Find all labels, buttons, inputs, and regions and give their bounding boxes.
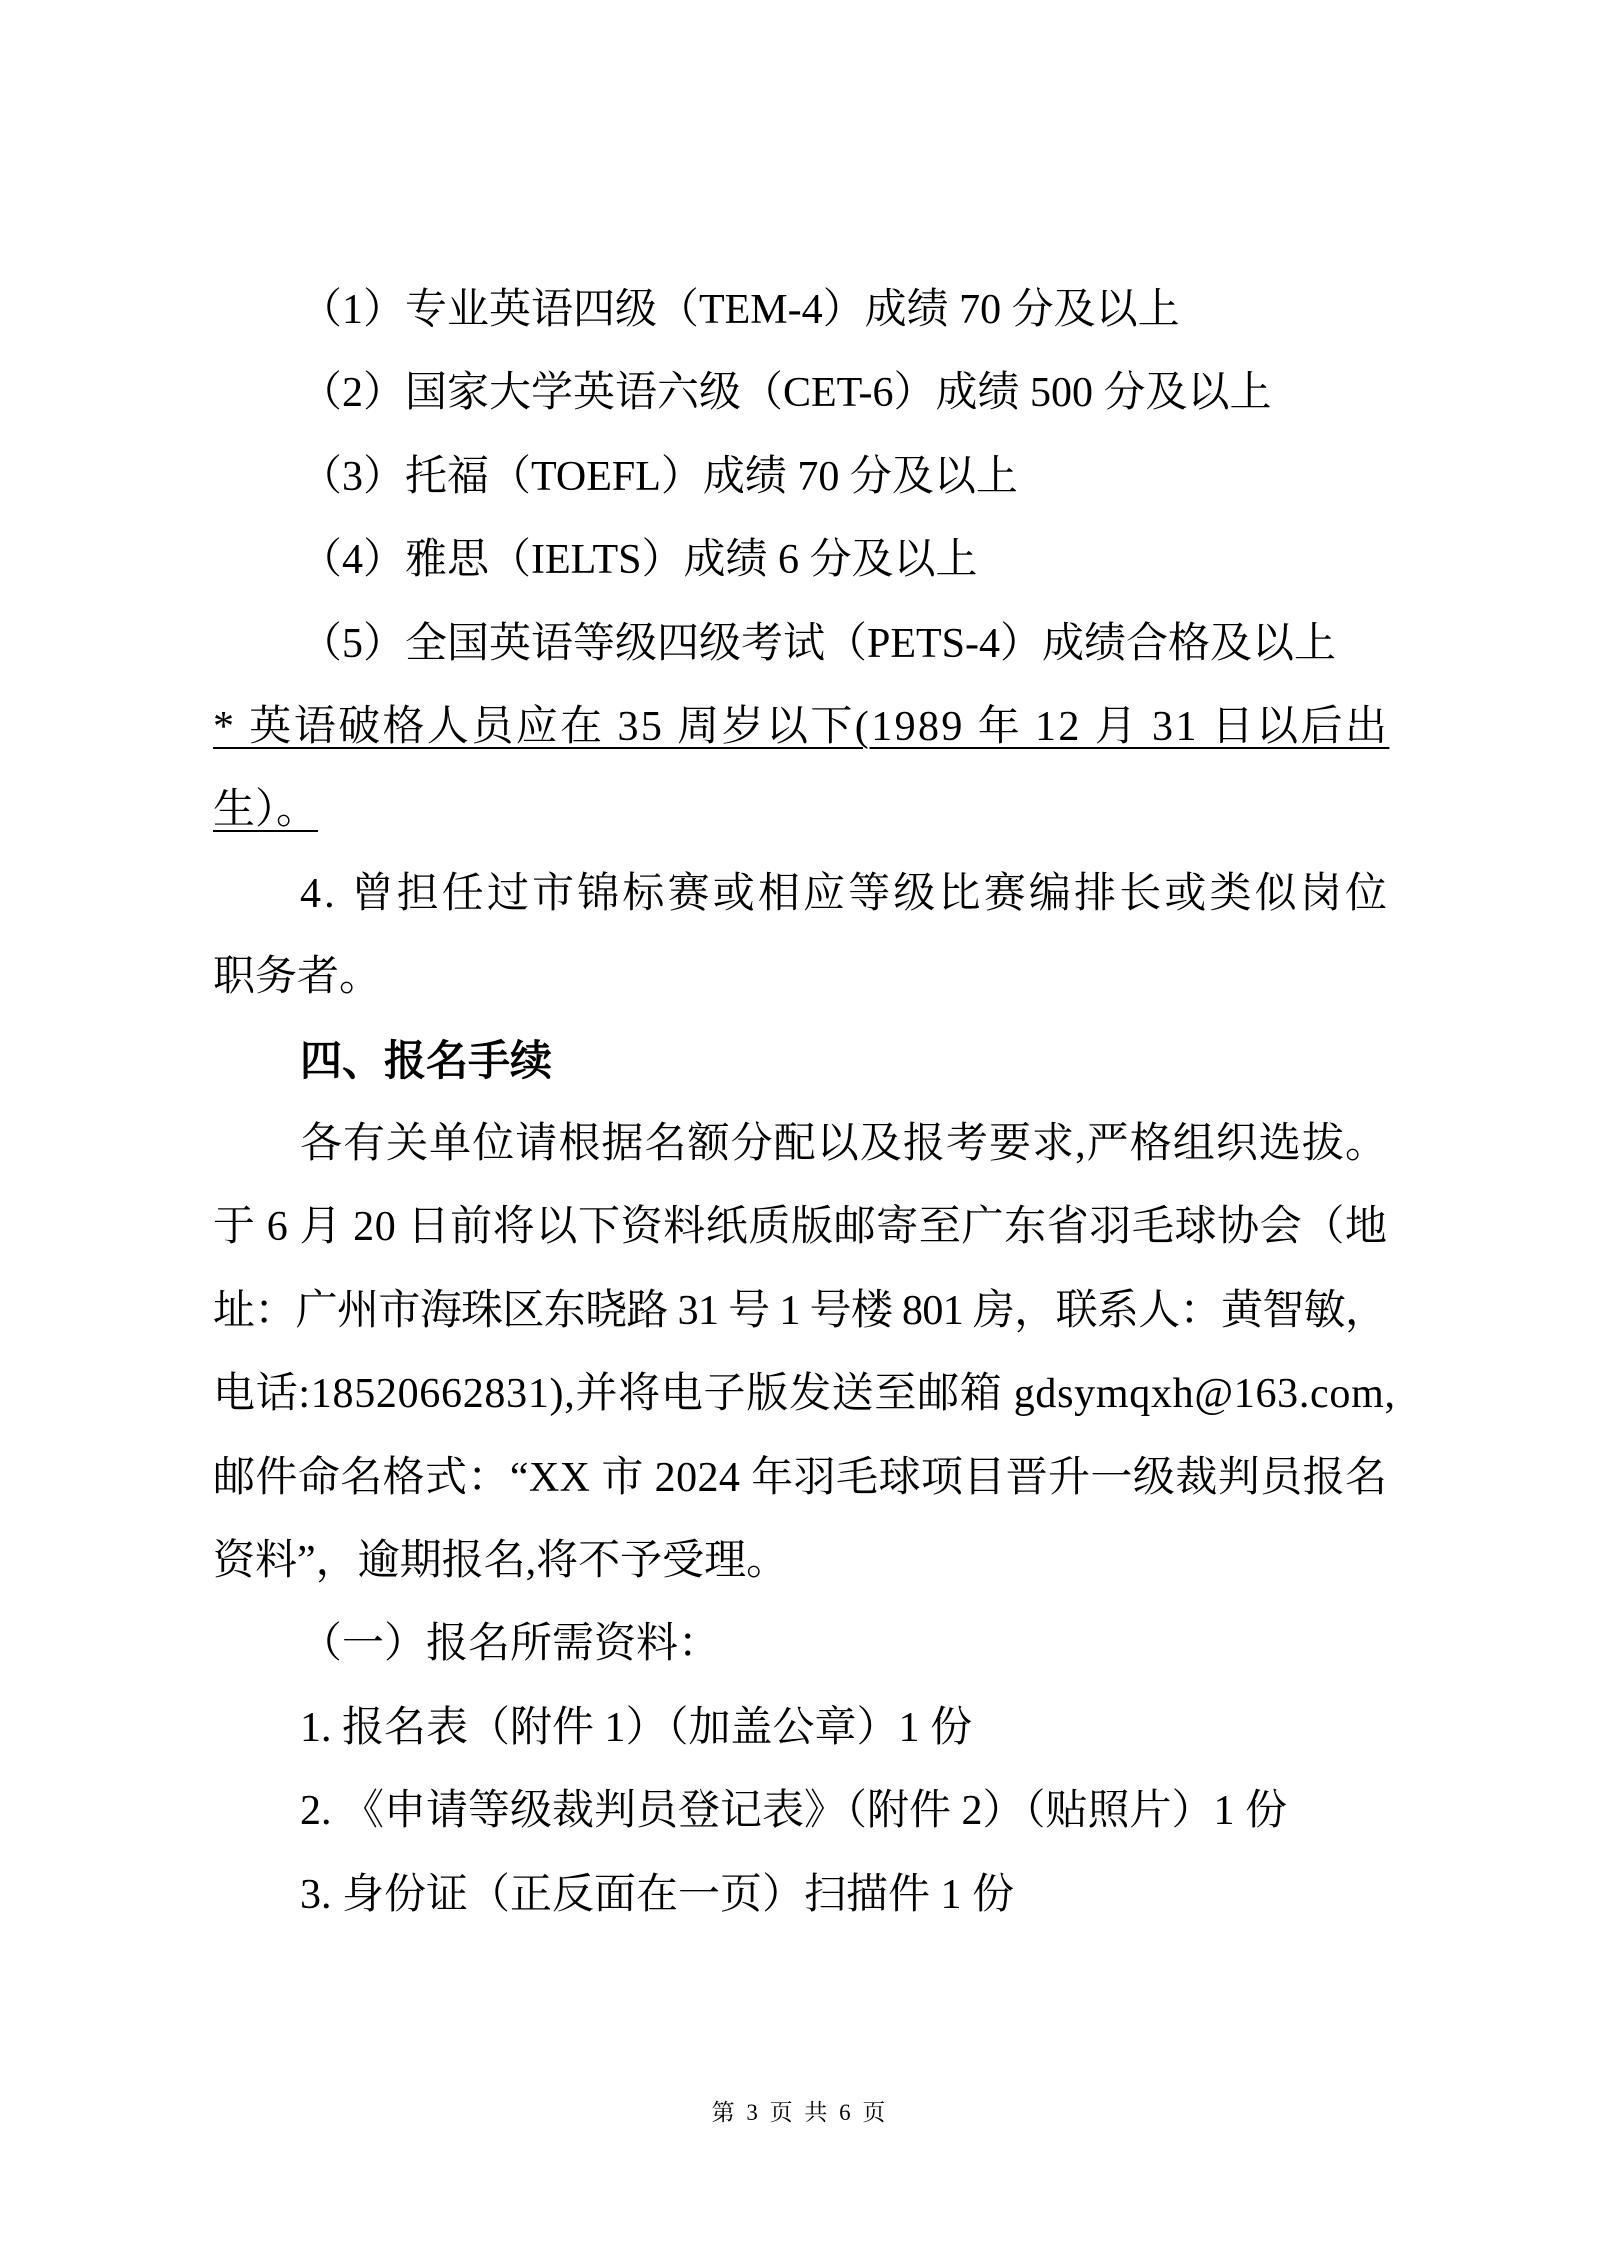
registration-paragraph-line: 址：广州市海珠区东晓路 31 号 1 号楼 801 房，联系人：黄智敏， bbox=[213, 1288, 1387, 1334]
english-requirement-item: （4）雅思（IELTS）成绩 6 分及以上 bbox=[300, 537, 978, 583]
english-requirement-item: （1）专业英语四级（TEM-4）成绩 70 分及以上 bbox=[300, 287, 1180, 333]
english-requirement-item: （2）国家大学英语六级（CET-6）成绩 500 分及以上 bbox=[300, 370, 1272, 416]
age-note-line: 生）。 bbox=[213, 787, 319, 833]
requirement-4-line: 4. 曾担任过市锦标赛或相应等级比赛编排长或类似岗位 bbox=[300, 871, 1391, 917]
registration-paragraph-line: 资料”，逾期报名,将不予受理。 bbox=[213, 1538, 789, 1584]
page-footer: 第 3 页 共 6 页 bbox=[711, 2100, 889, 2125]
section-heading: 四、报名手续 bbox=[300, 1037, 553, 1084]
required-material-item: 1. 报名表（附件 1）（加盖公章）1 份 bbox=[300, 1705, 973, 1751]
registration-paragraph-line: 电话:18520662831),并将电子版发送至邮箱 gdsymqxh@163.com, bbox=[213, 1371, 1396, 1417]
registration-paragraph-line: 各有关单位请根据名额分配以及报考要求,严格组织选拔。 bbox=[300, 1121, 1389, 1167]
required-material-item: 2. 《申请等级裁判员登记表》（附件 2）（贴照片）1 份 bbox=[300, 1788, 1288, 1834]
english-requirement-item: （5）全国英语等级四级考试（PETS-4）成绩合格及以上 bbox=[300, 621, 1337, 667]
registration-paragraph-line: 邮件命名格式：“XX 市 2024 年羽毛球项目晋升一级裁判员报名 bbox=[213, 1455, 1388, 1501]
registration-paragraph-line: 于 6 月 20 日前将以下资料纸质版邮寄至广东省羽毛球协会（地 bbox=[213, 1204, 1388, 1250]
requirement-4-line: 职务者。 bbox=[213, 954, 382, 1000]
required-material-item: 3. 身份证（正反面在一页）扫描件 1 份 bbox=[300, 1872, 1015, 1918]
subsection-heading: （一）报名所需资料： bbox=[300, 1621, 721, 1667]
age-note-line: * 英语破格人员应在 35 周岁以下(1989 年 12 月 31 日以后出 bbox=[213, 704, 1390, 750]
english-requirement-item: （3）托福（TOEFL）成绩 70 分及以上 bbox=[300, 454, 1018, 500]
